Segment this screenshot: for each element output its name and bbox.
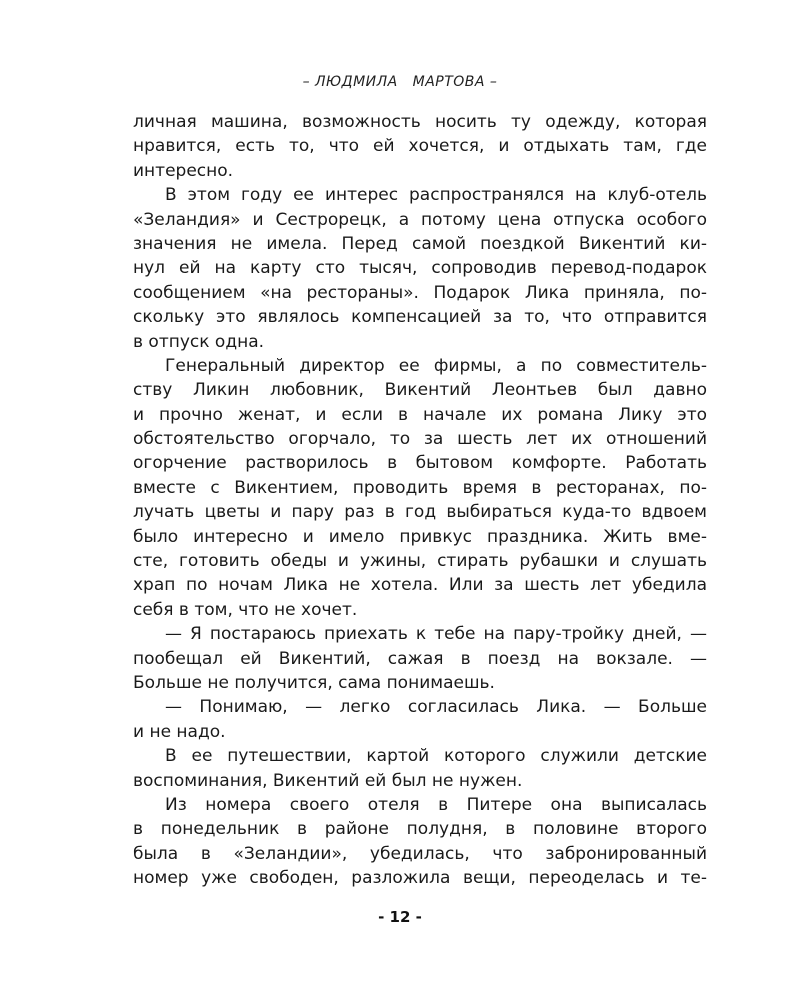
text-line: значения не имела. Перед самой поездкой Викентий ки- xyxy=(133,233,707,254)
text-line: себя в том, что не хочет. xyxy=(133,599,358,620)
text-line: «Зеландия» и Сестрорецк, а потому цена отпуска особого xyxy=(133,209,707,230)
running-header: – ЛЮДМИЛА МАРТОВА – xyxy=(302,74,498,90)
text-line: было интересно и имело привкус праздника. Жить вме- xyxy=(133,526,707,547)
text-line: Больше не получится, сама понимаешь. xyxy=(133,672,495,693)
text-line: — Я постараюсь приехать к тебе на пару-тройку дней, — xyxy=(165,624,707,645)
text-line: нравится, есть то, что ей хочется, и отдыхать там, где xyxy=(133,136,707,157)
text-line: нул ей на карту сто тысяч, сопроводив перевод-подарок xyxy=(133,258,707,279)
text-line: В ее путешествии, картой которого служили детские xyxy=(165,746,707,767)
text-line: сте, готовить обеды и ужины, стирать рубашки и слушать xyxy=(133,551,707,572)
text-line: В этом году ее интерес распространялся на клуб-отель xyxy=(165,185,707,206)
text-line: Из номера своего отеля в Питере она выписалась xyxy=(165,794,707,815)
text-line: пообещал ей Викентий, сажая в поезд на вокзале. — xyxy=(133,648,707,669)
text-line: была в «Зеландии», убедилась, что забронированный xyxy=(133,843,707,864)
text-line: и прочно женат, и если в начале их романа Лику это xyxy=(133,404,707,425)
text-line: в отпуск одна. xyxy=(133,331,265,352)
text-line: скольку это являлось компенсацией за то, что отправится xyxy=(133,307,707,328)
text-line: — Понимаю, — легко согласилась Лика. — Больше xyxy=(165,697,707,718)
text-line: интересно. xyxy=(133,160,234,181)
text-line: воспоминания, Викентий ей был не нужен. xyxy=(133,770,523,791)
text-line: в понедельник в районе полудня, в половине второго xyxy=(133,819,707,840)
text-line: сообщением «на рестораны». Подарок Лика приняла, по- xyxy=(133,282,707,303)
text-line: ству Ликин любовник, Викентий Леонтьев был давно xyxy=(133,380,707,401)
text-line: и не надо. xyxy=(133,721,226,742)
text-line: личная машина, возможность носить ту одежду, которая xyxy=(133,112,707,132)
text-line: обстоятельство огорчало, то за шесть лет их отношений xyxy=(133,429,707,450)
text-line: Генеральный директор ее фирмы, а по совместитель- xyxy=(165,355,707,376)
text-line: номер уже свободен, разложила вещи, переоделась и те- xyxy=(133,868,707,889)
text-line: лучать цветы и пару раз в год выбираться куда-то вдвоем xyxy=(133,502,707,523)
text-line: огорчение растворилось в бытовом комфорте. Работать xyxy=(133,453,707,474)
text-line: храп по ночам Лика не хотела. Или за шесть лет убедила xyxy=(133,575,707,596)
page-number: - 12 - xyxy=(378,908,422,926)
body-text xyxy=(133,110,707,891)
text-line: вместе с Викентием, проводить время в ресторанах, по- xyxy=(133,477,707,498)
